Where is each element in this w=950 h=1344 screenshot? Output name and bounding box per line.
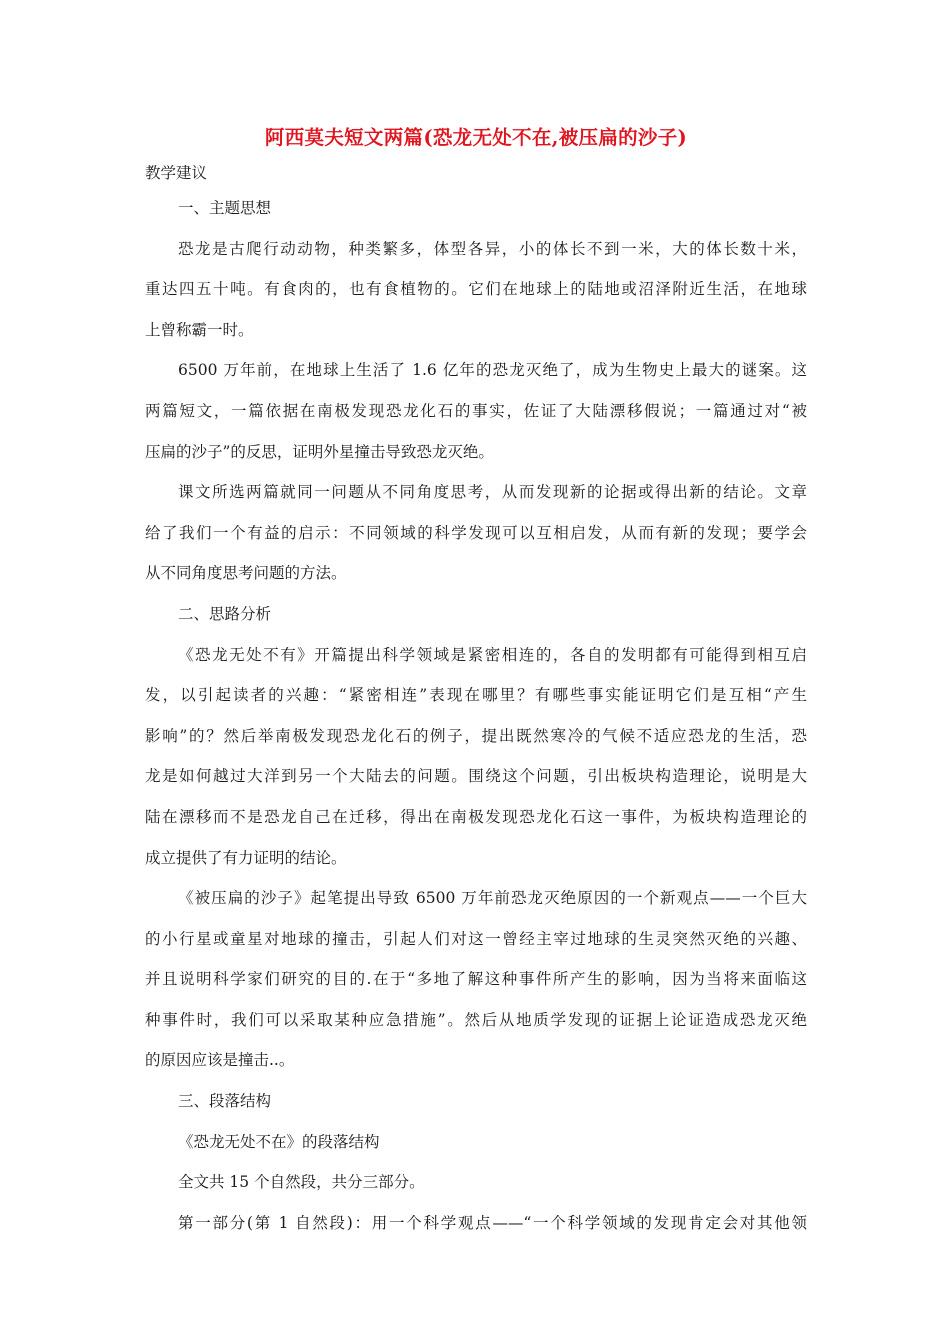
text-line: 《恐龙无处不在》的段落结构 bbox=[178, 1132, 380, 1151]
text-line: 并且说明科学家们研究的目的.在于“多地了解这种事件所产生的影响，因为当将来面临这 bbox=[145, 970, 807, 989]
text-line: 影响”的？然后举南极发现恐龙化石的例子，提出既然寒冷的气候不适应恐龙的生活，恐 bbox=[145, 726, 807, 745]
text-line: 成立提供了有力证明的结论。 bbox=[145, 848, 347, 867]
text-line: 龙是如何越过大洋到另一个大陆去的问题。围绕这个问题，引出板块构造理论，说明是大 bbox=[145, 767, 807, 786]
text-line: 三、段落结构 bbox=[178, 1092, 272, 1111]
text-line: 从不同角度思考问题的方法。 bbox=[145, 564, 347, 583]
text-line: 《被压扁的沙子》起笔提出导致 6500 万年前恐龙灭绝原因的一个新观点——一个巨大 bbox=[178, 889, 807, 908]
document-body bbox=[145, 158, 807, 1243]
text-line: 全文共 15 个自然段，共分三部分。 bbox=[178, 1173, 425, 1192]
text-line: 上曾称霸一时。 bbox=[145, 320, 254, 339]
text-line: 的小行星或童星对地球的撞击，引起人们对这一曾经主宰过地球的生灵突然灭绝的兴趣、 bbox=[145, 929, 807, 948]
text-line: 给了我们一个有益的启示：不同领域的科学发现可以互相启发，从而有新的发现；要学会 bbox=[145, 523, 807, 542]
text-line: 重达四五十吨。有食肉的，也有食植物的。它们在地球上的陆地或沼泽附近生活，在地球 bbox=[145, 280, 807, 299]
text-line: 发，以引起读者的兴趣：“紧密相连”表现在哪里？有哪些事实能证明它们是互相“产生 bbox=[145, 686, 807, 705]
document-page bbox=[145, 118, 807, 1243]
text-line: 第一部分(第 1 自然段)：用一个科学观点——“一个科学领域的发现肯定会对其他领 bbox=[178, 1213, 807, 1232]
text-line: 两篇短文，一篇依据在南极发现恐龙化石的事实，佐证了大陆漂移假说；一篇通过对“被 bbox=[145, 401, 807, 420]
text-line: 教学建议 bbox=[145, 164, 208, 182]
text-line: 6500 万年前，在地球上生活了 1.6 亿年的恐龙灭绝了，成为生物史上最大的谜案。这 bbox=[178, 361, 807, 380]
text-line: 《恐龙无处不有》开篇提出科学领域是紧密相连的，各自的发明都有可能得到相互启 bbox=[178, 645, 807, 664]
document-title: 阿西莫夫短文两篇(恐龙无处不在,被压扁的沙子) bbox=[264, 126, 688, 149]
text-line: 一、主题思想 bbox=[178, 199, 272, 217]
text-line: 恐龙是古爬行动动物，种类繁多，体型各异，小的体长不到一米，大的体长数十米， bbox=[178, 239, 807, 258]
text-line: 的原因应该是撞击..。 bbox=[145, 1051, 295, 1070]
text-line: 二、思路分析 bbox=[178, 604, 272, 623]
text-line: 课文所选两篇就同一问题从不同角度思考，从而发现新的论据或得出新的结论。文章 bbox=[178, 483, 807, 502]
text-line: 种事件时，我们可以采取某种应急措施”。然后从地质学发现的证据上论证造成恐龙灭绝 bbox=[145, 1010, 807, 1029]
text-line: 压扁的沙子”的反思，证明外星撞击导致恐龙灭绝。 bbox=[145, 442, 494, 461]
text-line: 陆在漂移而不是恐龙自己在迁移，得出在南极发现恐龙化石这一事件，为板块构造理论的 bbox=[145, 807, 807, 826]
